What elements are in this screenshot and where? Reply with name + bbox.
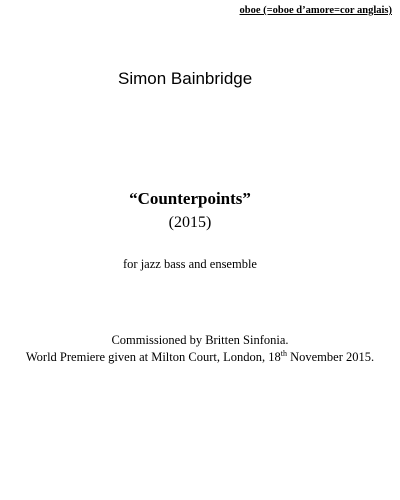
premiere-text-end: November 2015. bbox=[286, 350, 375, 364]
part-label: oboe (=oboe d’amore=cor anglais) bbox=[239, 5, 392, 16]
work-title: “Counterpoints” bbox=[129, 189, 251, 208]
premiere-text-start: World Premiere given at Milton Court, London, 18 bbox=[25, 350, 281, 364]
composer-name: Simon Bainbridge bbox=[118, 69, 253, 88]
premiere-note bbox=[0, 350, 400, 365]
premiere-ordinal: th bbox=[280, 348, 287, 358]
commission-note: Commissioned by Britten Sinfonia. bbox=[111, 333, 289, 347]
work-scoring: for jazz bass and ensemble bbox=[123, 257, 257, 271]
work-year: (2015) bbox=[168, 214, 212, 231]
